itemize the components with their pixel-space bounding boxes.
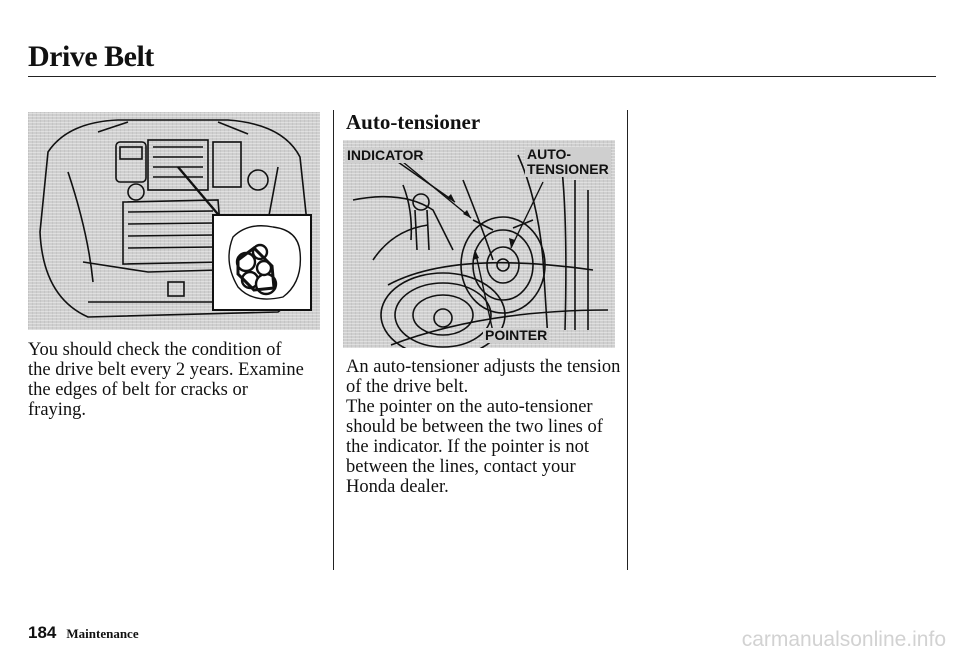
auto-tensioner-label — [525, 147, 611, 177]
page-title: Drive Belt — [28, 40, 154, 73]
right-paragraph-line: should be between the two lines of — [346, 417, 603, 437]
auto-tensioner-label-line: AUTO- — [527, 146, 572, 162]
left-paragraph-line: the drive belt every 2 years. Examine — [28, 360, 304, 380]
auto-tensioner-illustration — [343, 140, 615, 348]
right-paragraph-line: The pointer on the auto-tensioner — [346, 397, 593, 417]
pointer-label: POINTER — [485, 327, 548, 343]
right-paragraph-line: between the lines, contact your — [346, 457, 576, 477]
page-number: 184 — [28, 623, 57, 642]
left-paragraph — [28, 340, 304, 420]
right-paragraph-line: the indicator. If the pointer is not — [346, 437, 590, 457]
section-subtitle: Auto-tensioner — [346, 110, 481, 134]
right-paragraph-line: Honda dealer. — [346, 477, 449, 497]
section-name: Maintenance — [66, 626, 139, 641]
watermark-text: carmanualsonline.info — [741, 628, 946, 651]
left-paragraph-line: the edges of belt for cracks or — [28, 380, 248, 400]
column-divider-right — [627, 110, 628, 570]
column-divider-left — [333, 110, 334, 570]
engine-bay-illustration — [28, 112, 320, 330]
right-paragraph-line: An auto-tensioner adjusts the tension — [346, 357, 621, 377]
title-rule — [28, 76, 936, 77]
indicator-label: INDICATOR — [347, 147, 424, 163]
right-paragraph — [346, 357, 620, 497]
auto-tensioner-label-line: TENSIONER — [527, 161, 609, 177]
left-paragraph-line: You should check the condition of — [28, 340, 282, 360]
left-paragraph-line: fraying. — [28, 400, 87, 420]
right-paragraph-line: of the drive belt. — [346, 377, 469, 397]
page-footer — [28, 623, 139, 643]
